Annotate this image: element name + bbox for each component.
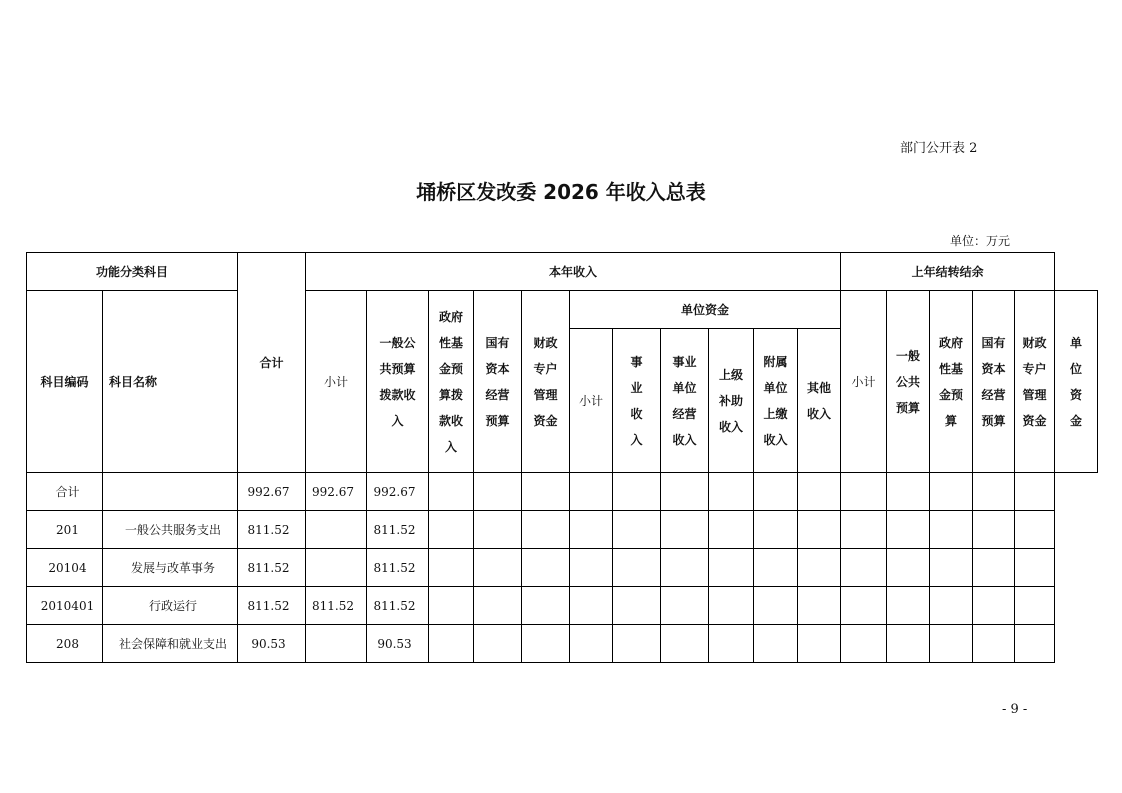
empty-cell: [973, 625, 1015, 663]
header-code: 科目编码: [27, 291, 103, 473]
row-total: 811.52: [238, 549, 306, 587]
header-gov-fund: 政府性基金预算拨款收入: [439, 309, 464, 454]
empty-cell: [754, 625, 798, 663]
page-title: 埇桥区发改委 2026 年收入总表: [416, 180, 706, 204]
empty-cell: [661, 587, 709, 625]
header-current-income: 本年收入: [306, 253, 841, 291]
empty-cell: [474, 549, 522, 587]
row-code: 20104: [27, 549, 103, 587]
empty-cell: [522, 473, 570, 511]
header-general-budget: 一般公共预算拨款收入: [379, 335, 416, 428]
unit-label: 单位：万元: [950, 234, 1011, 248]
row-general-budget: 90.53: [367, 625, 429, 663]
empty-cell: [474, 625, 522, 663]
empty-cell: [754, 473, 798, 511]
empty-cell: [522, 549, 570, 587]
row-subtotal: 811.52: [306, 587, 367, 625]
empty-cell: [429, 473, 474, 511]
empty-cell: [522, 587, 570, 625]
empty-cell: [798, 587, 841, 625]
income-summary-table: [26, 252, 1098, 663]
row-general-budget: 811.52: [367, 511, 429, 549]
empty-cell: [474, 587, 522, 625]
empty-cell: [887, 625, 930, 663]
empty-cell: [841, 587, 887, 625]
header-prev-state-capital: 国有资本经营预算: [981, 335, 1006, 428]
empty-cell: [661, 549, 709, 587]
row-total: 992.67: [238, 473, 306, 511]
header-func-class: 功能分类科目: [27, 253, 238, 291]
row-name: 社会保障和就业支出: [103, 625, 238, 663]
empty-cell: [1015, 549, 1055, 587]
empty-cell: [973, 587, 1015, 625]
empty-cell: [429, 625, 474, 663]
header-superior-subsidy: 上级补助收入: [719, 367, 744, 434]
empty-cell: [709, 587, 754, 625]
row-total: 811.52: [238, 511, 306, 549]
empty-cell: [709, 549, 754, 587]
row-general-budget: 811.52: [367, 549, 429, 587]
empty-cell: [661, 473, 709, 511]
empty-cell: [522, 511, 570, 549]
empty-cell: [613, 511, 661, 549]
row-total: 90.53: [238, 625, 306, 663]
header-prev-unit-funds: 单位资金: [1070, 335, 1083, 428]
row-code: 合计: [27, 473, 103, 511]
empty-cell: [930, 625, 973, 663]
empty-cell: [754, 511, 798, 549]
empty-cell: [474, 511, 522, 549]
empty-cell: [887, 511, 930, 549]
header-prev-general: 一般公共预算: [896, 348, 921, 415]
empty-cell: [973, 511, 1015, 549]
header-fiscal-special: 财政专户管理资金: [533, 335, 558, 428]
row-total: 811.52: [238, 587, 306, 625]
empty-cell: [613, 549, 661, 587]
empty-cell: [661, 625, 709, 663]
header-prev-gov-fund: 政府性基金预算: [939, 335, 964, 428]
empty-cell: [429, 511, 474, 549]
empty-cell: [522, 625, 570, 663]
empty-cell: [709, 625, 754, 663]
header-prev-fiscal-special: 财政专户管理资金: [1022, 335, 1047, 428]
empty-cell: [661, 511, 709, 549]
row-code: 201: [27, 511, 103, 549]
empty-cell: [887, 549, 930, 587]
empty-cell: [570, 473, 613, 511]
empty-cell: [570, 549, 613, 587]
page-number: - 9 -: [1002, 702, 1028, 717]
row-name: [103, 473, 238, 511]
empty-cell: [798, 511, 841, 549]
header-affiliated-remit: 附属单位上缴收入: [763, 354, 788, 447]
empty-cell: [1015, 473, 1055, 511]
empty-cell: [613, 473, 661, 511]
empty-cell: [613, 587, 661, 625]
table-row: [27, 625, 1098, 663]
header-state-capital: 国有资本经营预算: [485, 335, 510, 428]
empty-cell: [841, 473, 887, 511]
empty-cell: [570, 587, 613, 625]
header-prev-carryover: 上年结转结余: [841, 253, 1055, 291]
header-business-unit-operating: 事业单位经营收入: [672, 354, 697, 447]
empty-cell: [474, 473, 522, 511]
empty-cell: [1015, 511, 1055, 549]
table-row: [27, 511, 1098, 549]
empty-cell: [930, 587, 973, 625]
header-unit-subtotal: 小计: [570, 329, 613, 473]
row-code: 2010401: [27, 587, 103, 625]
row-subtotal: [306, 625, 367, 663]
empty-cell: [841, 511, 887, 549]
empty-cell: [973, 549, 1015, 587]
empty-cell: [887, 587, 930, 625]
row-code: 208: [27, 625, 103, 663]
row-name: 一般公共服务支出: [103, 511, 238, 549]
row-subtotal: [306, 549, 367, 587]
empty-cell: [930, 473, 973, 511]
empty-cell: [1015, 625, 1055, 663]
header-total: 合计: [238, 253, 306, 473]
table-number-label: 部门公开表 2: [900, 141, 978, 156]
table-row: [27, 587, 1098, 625]
empty-cell: [798, 549, 841, 587]
empty-cell: [798, 625, 841, 663]
empty-cell: [841, 625, 887, 663]
empty-cell: [754, 587, 798, 625]
empty-cell: [798, 473, 841, 511]
header-unit-funds: 单位资金: [570, 291, 841, 329]
empty-cell: [973, 473, 1015, 511]
empty-cell: [887, 473, 930, 511]
header-business-income: 事业收入: [630, 354, 643, 447]
row-general-budget: 992.67: [367, 473, 429, 511]
empty-cell: [570, 625, 613, 663]
header-name: 科目名称: [103, 291, 238, 473]
header-subtotal: 小计: [306, 291, 367, 473]
empty-cell: [570, 511, 613, 549]
header-other-income: 其他收入: [807, 380, 832, 421]
table-row: [27, 549, 1098, 587]
empty-cell: [930, 511, 973, 549]
row-general-budget: 811.52: [367, 587, 429, 625]
empty-cell: [613, 625, 661, 663]
table-row: [27, 473, 1098, 511]
empty-cell: [754, 549, 798, 587]
row-name: 行政运行: [103, 587, 238, 625]
empty-cell: [709, 511, 754, 549]
row-subtotal: 992.67: [306, 473, 367, 511]
header-prev-subtotal: 小计: [841, 291, 887, 473]
empty-cell: [429, 587, 474, 625]
empty-cell: [930, 549, 973, 587]
row-subtotal: [306, 511, 367, 549]
empty-cell: [709, 473, 754, 511]
empty-cell: [429, 549, 474, 587]
row-name: 发展与改革事务: [103, 549, 238, 587]
empty-cell: [1015, 587, 1055, 625]
empty-cell: [841, 549, 887, 587]
